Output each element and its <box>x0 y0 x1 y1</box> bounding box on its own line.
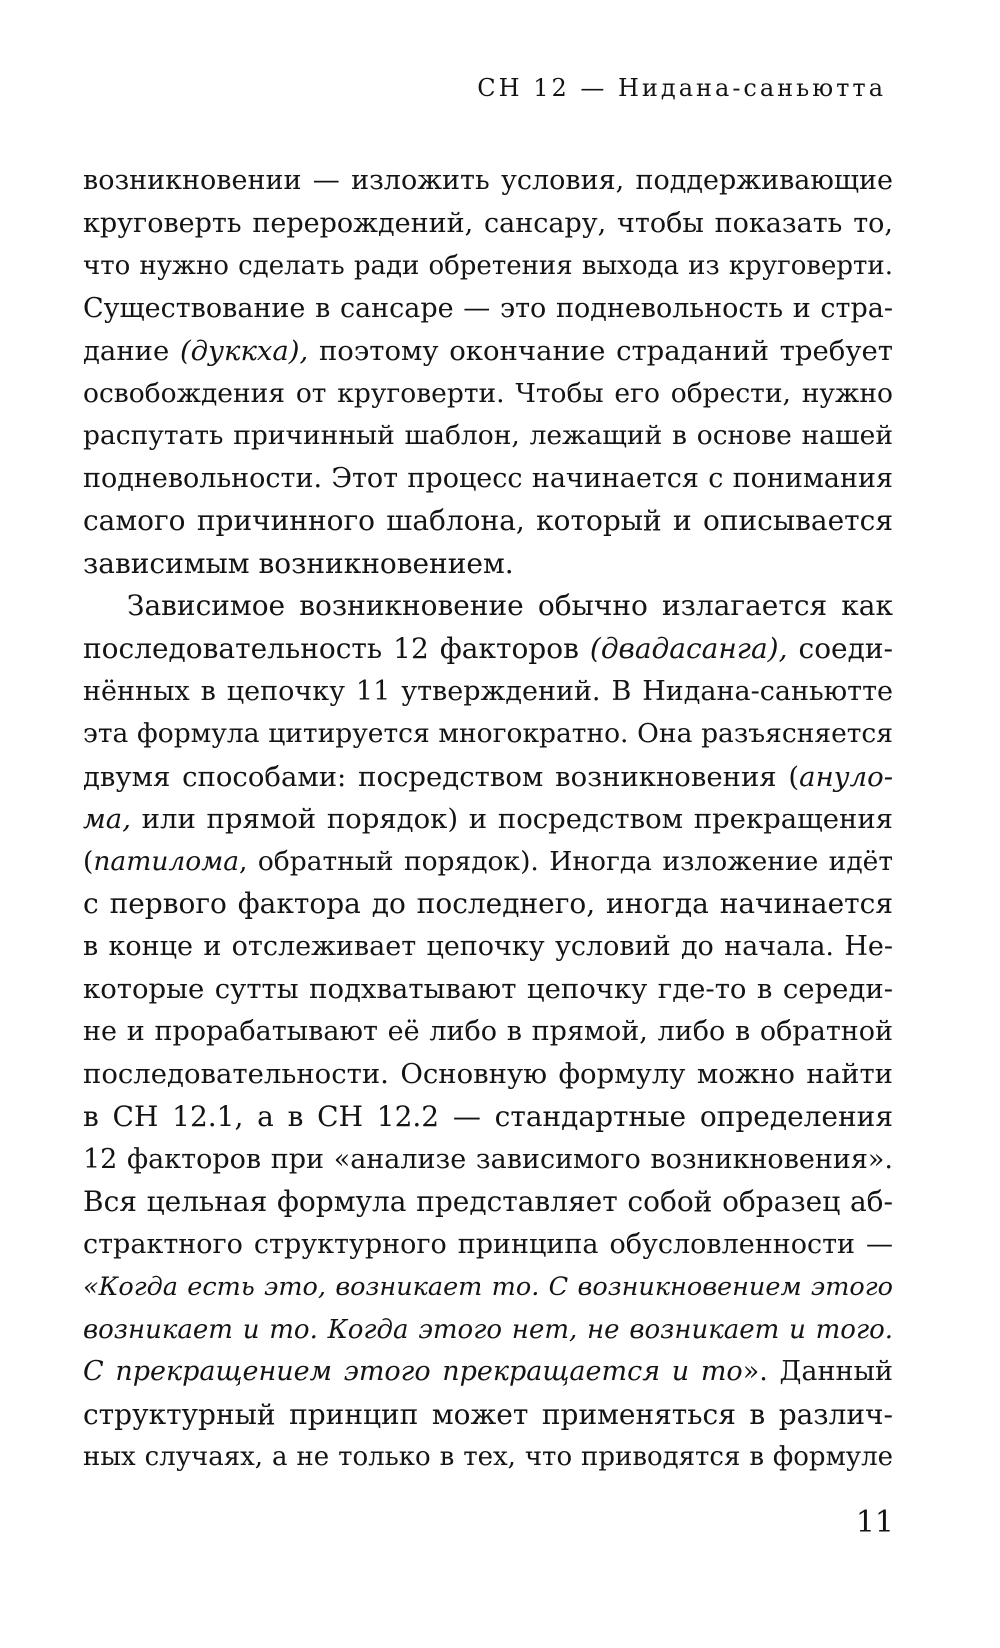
text-line <box>83 798 893 841</box>
running-head: СН 12 — Нидана-саньютта <box>477 74 886 102</box>
text-line <box>83 1436 893 1479</box>
text-run: поэтому окончание страданий требует <box>308 335 893 368</box>
text-run: возникновении — изложить условия, поддерживающие <box>83 165 893 196</box>
body-text <box>83 160 893 1479</box>
text-line <box>83 628 893 671</box>
text-line <box>83 1309 893 1352</box>
italic-run: возникает и то. Когда этого нет, не возникает и того. <box>83 1314 893 1345</box>
text-run: страктного структурного принципа обусловленности — <box>83 1228 893 1260</box>
text-line <box>83 756 893 799</box>
text-line <box>83 1394 893 1437</box>
text-run: Вся цельная формула представляет собой образец аб- <box>83 1185 893 1219</box>
text-line <box>83 883 893 926</box>
text-run: дание <box>83 335 180 368</box>
text-line <box>83 1139 893 1182</box>
italic-run: (дуккха), <box>179 335 309 368</box>
text-line <box>83 1096 893 1139</box>
text-line <box>83 1181 893 1224</box>
text-run: ( <box>83 845 94 877</box>
text-line <box>83 203 893 246</box>
text-line <box>83 1053 893 1096</box>
text-line <box>83 585 893 628</box>
text-run: подневольности. Этот процесс начинается с понимания <box>83 462 893 494</box>
text-run: освобождения от круговерти. Чтобы его обрести, нужно <box>83 377 893 409</box>
text-run: последовательности. Основную формулу можно найти <box>83 1058 893 1091</box>
text-run: Зависимое возникновение обычно излагается как <box>127 589 893 623</box>
text-line <box>83 373 893 416</box>
text-line <box>83 1224 893 1267</box>
text-line <box>83 671 893 714</box>
text-run: круговерть перерождений, сансару, чтобы показать то, <box>83 207 893 239</box>
text-line <box>83 543 893 586</box>
italic-run: «Когда есть это, возникает то. С возникновением этого <box>83 1272 893 1303</box>
text-run: ных случаях, а не только в тех, что приводятся в формуле <box>83 1442 893 1473</box>
text-line <box>83 330 893 373</box>
text-run: зависимым возникновением. <box>83 546 514 580</box>
text-line <box>83 415 893 458</box>
text-run: 12 факторов при «анализе зависимого возникновения». <box>83 1143 893 1175</box>
text-run: ». Данный <box>742 1356 893 1388</box>
text-run: Существование в сансаре — это подневольность и стра- <box>83 292 893 324</box>
page-number: 11 <box>855 1505 894 1540</box>
text-run: не и прорабатывают её либо в прямой, либо в обратной <box>83 1015 893 1047</box>
text-run: с первого фактора до последнего, иногда начинается <box>83 887 893 921</box>
text-run: распутать причинный шаблон, лежащий в основе нашей <box>83 420 893 452</box>
text-run: соеди- <box>787 632 893 666</box>
text-run: в СН 12.1, а в СН 12.2 — стандартные определения <box>83 1100 893 1134</box>
text-line <box>83 713 893 756</box>
text-run: которые сутты подхватывают цепочку где-то в середи- <box>83 973 893 1006</box>
text-run: двумя способами: посредством возникновения ( <box>83 760 800 793</box>
text-run: самого причинного шаблона, который и описывается <box>83 504 893 538</box>
text-run: , обратный порядок). Иногда изложение идёт <box>239 845 893 877</box>
text-run: или прямой порядок) и посредством прекращения <box>130 803 893 836</box>
italic-run: ма, <box>83 803 131 836</box>
text-line <box>83 500 893 543</box>
italic-run: (двадасанга), <box>589 632 788 666</box>
text-line <box>83 926 893 969</box>
text-line <box>83 1266 893 1309</box>
text-line <box>83 245 893 288</box>
text-run: структурный принцип может применяться в различ- <box>83 1397 893 1431</box>
text-line <box>83 1351 893 1394</box>
text-run: последовательность 12 факторов <box>83 632 590 666</box>
italic-run: ануло- <box>799 760 893 793</box>
text-run: в конце и отслеживает цепочку условий до начала. Не- <box>83 930 893 962</box>
text-line <box>83 841 893 884</box>
text-line <box>83 160 893 203</box>
text-run: эта формула цитируется многократно. Она разъясняется <box>83 718 893 750</box>
text-run: что нужно сделать ради обретения выхода из круговерти. <box>83 251 893 282</box>
text-line <box>83 1011 893 1054</box>
italic-run: С прекращением этого прекращается и то <box>83 1356 743 1388</box>
italic-run: патилома <box>93 845 240 877</box>
text-line <box>83 458 893 501</box>
text-run: нённых в цепочку 11 утверждений. В Нидана-саньютте <box>83 675 893 707</box>
text-line <box>83 288 893 331</box>
text-line <box>83 968 893 1011</box>
